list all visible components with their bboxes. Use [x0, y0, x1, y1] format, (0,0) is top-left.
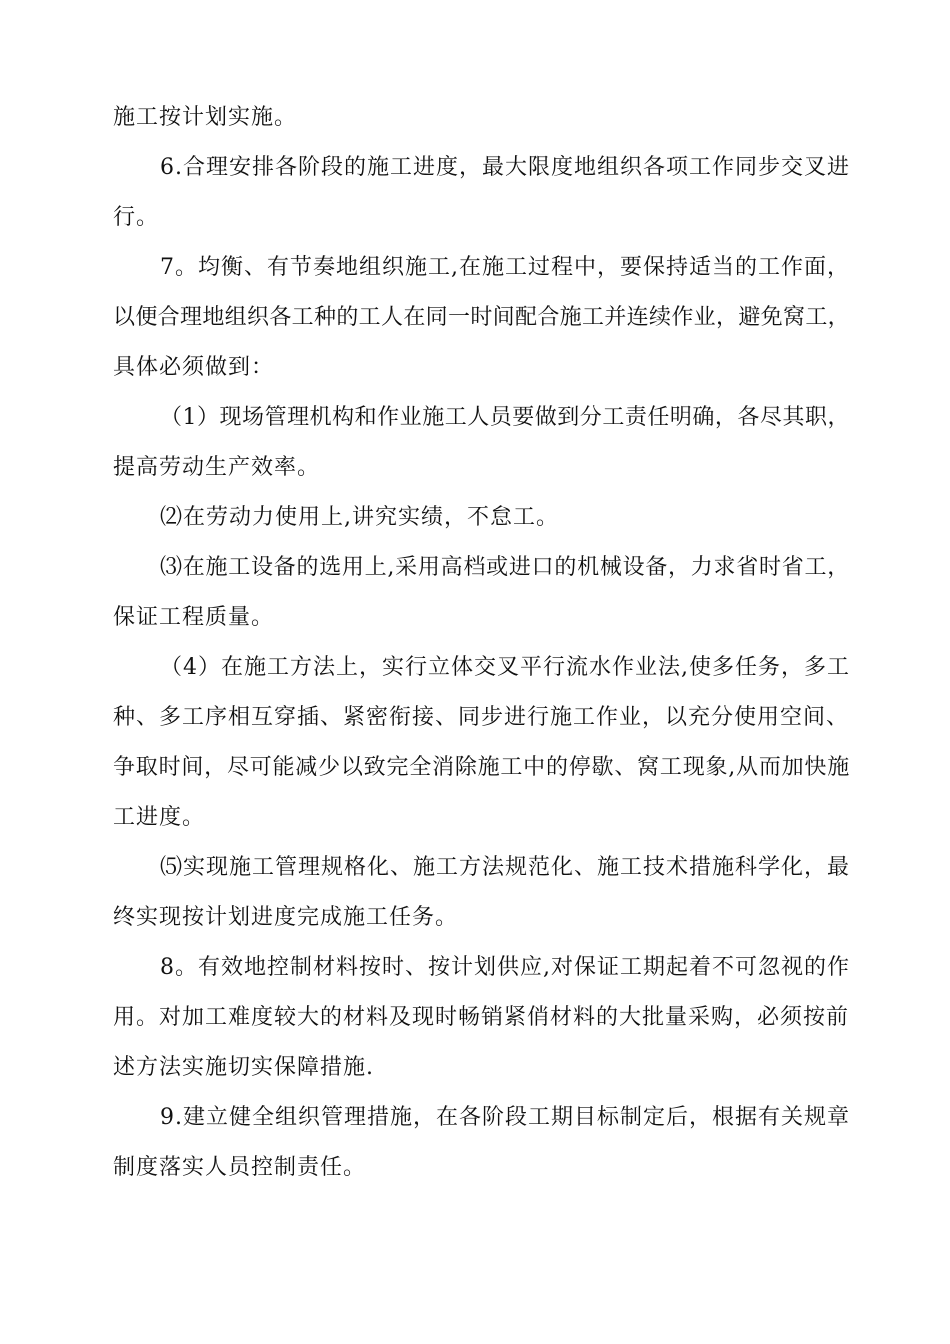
text-line-16: ⑸实现施工管理规格化、施工方法规范化、施工技术措施科学化，最: [160, 855, 851, 880]
text-line-21: 9.建立健全组织管理措施，在各阶段工期目标制定后，根据有关规章: [160, 1105, 850, 1130]
text-line-8: 提高劳动生产效率。: [113, 455, 321, 480]
text-line-6: 具体必须做到：: [113, 355, 275, 380]
text-line-2: 6.合理安排各阶段的施工进度，最大限度地组织各项工作同步交叉进: [160, 155, 850, 180]
text-line-4: 7。均衡、有节奏地组织施工,在施工过程中，要保持适当的工作面，: [160, 255, 850, 280]
text-line-13: 种、多工序相互穿插、紧密衔接、同步进行施工作业，以充分使用空间、: [113, 705, 850, 730]
text-line-10: ⑶在施工设备的选用上,采用高档或进口的机械设备，力求省时省工，: [160, 555, 850, 580]
text-line-17: 终实现按计划进度完成施工任务。: [113, 905, 459, 930]
text-line-20: 述方法实施切实保障措施.: [113, 1055, 374, 1080]
text-line-14: 争取时间，尽可能减少以致完全消除施工中的停歇、窝工现象,从而加快施: [113, 755, 850, 780]
text-line-9: ⑵在劳动力使用上,讲究实绩，不怠工。: [160, 505, 559, 530]
text-line-3: 行。: [113, 205, 160, 230]
text-line-19: 用。对加工难度较大的材料及现时畅销紧俏材料的大批量采购，必须按前: [113, 1005, 850, 1030]
text-line-15: 工进度。: [113, 805, 206, 830]
text-line-1: 施工按计划实施。: [113, 105, 298, 130]
text-line-22: 制度落实人员控制责任。: [113, 1155, 367, 1180]
text-line-5: 以便合理地组织各工种的工人在同一时间配合施工并连续作业，避免窝工，: [113, 305, 851, 330]
text-line-7: （1）现场管理机构和作业施工人员要做到分工责任明确，各尽其职，: [160, 405, 850, 430]
text-line-12: （4）在施工方法上，实行立体交叉平行流水作业法,使多任务，多工: [160, 655, 850, 680]
text-line-18: 8。有效地控制材料按时、按计划供应,对保证工期起着不可忽视的作: [160, 955, 850, 980]
text-line-11: 保证工程质量。: [113, 605, 275, 630]
